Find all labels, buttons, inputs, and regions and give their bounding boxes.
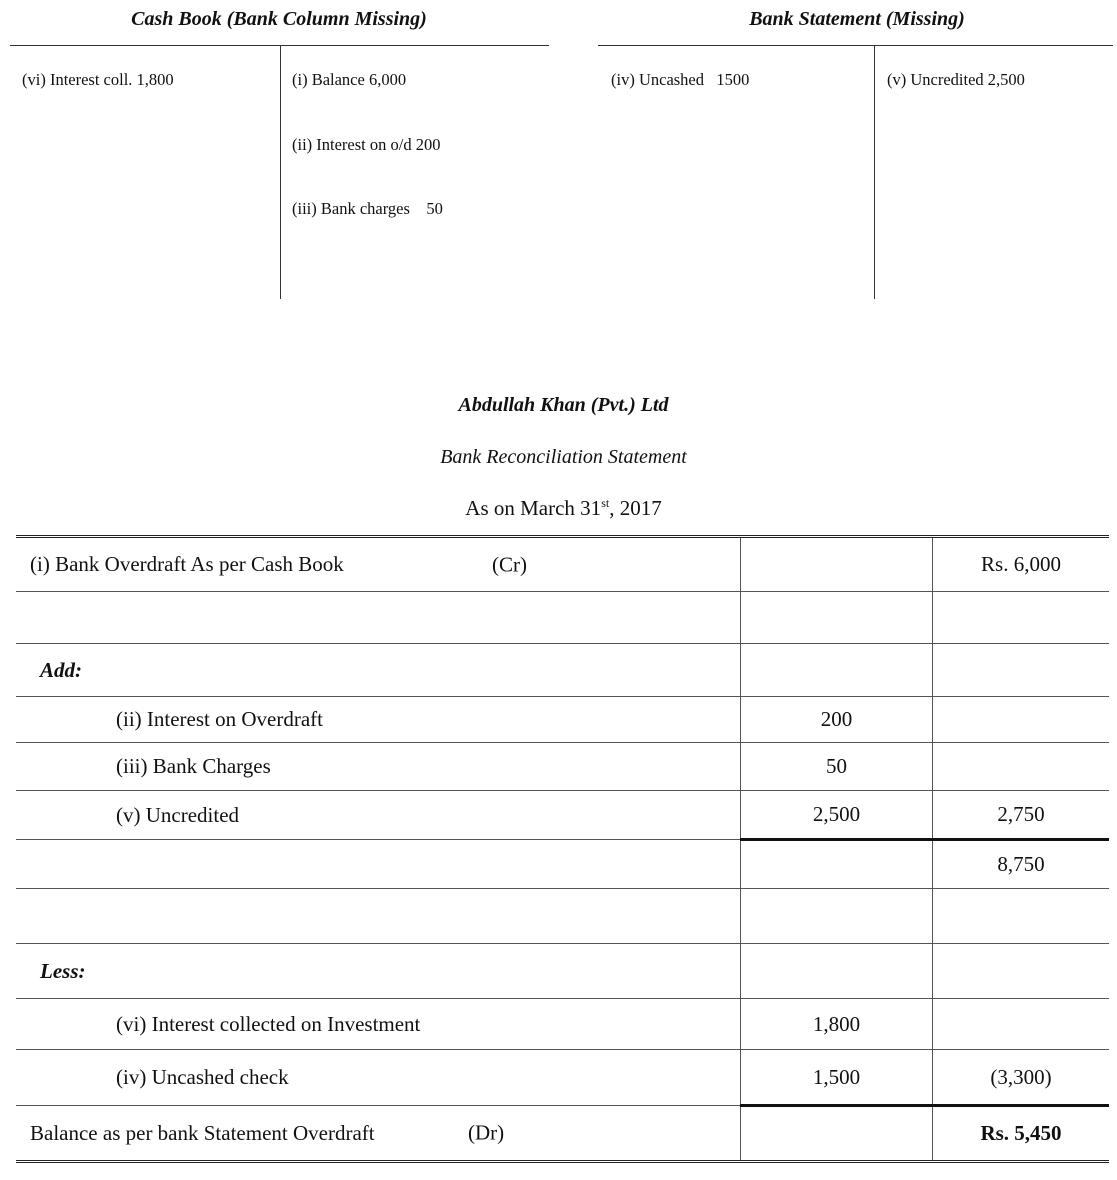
cash-book-credit-entry: (iii) Bank charges 50 xyxy=(292,199,443,218)
cash-book-credit-entry: (ii) Interest on o/d 200 xyxy=(292,135,441,154)
amount-cell xyxy=(741,537,933,592)
table-row xyxy=(16,999,1109,1050)
subtotal-cell: 8,750 xyxy=(933,840,1110,889)
dr-cr-marker: (Cr) xyxy=(492,552,527,576)
total-cell: Rs. 6,000 xyxy=(933,537,1110,592)
total-cell: 2,750 xyxy=(933,791,1110,840)
statement-name: Bank Reconciliation Statement xyxy=(440,446,687,468)
bank-statement-divider xyxy=(874,46,875,299)
amount-cell: 200 xyxy=(741,697,933,743)
amount-cell xyxy=(741,1106,933,1162)
total-cell xyxy=(933,743,1110,791)
row-label: (vi) Interest collected on Investment xyxy=(16,999,741,1050)
total-cell xyxy=(933,889,1110,944)
bank-statement-credit-entry: (v) Uncredited 2,500 xyxy=(887,70,1025,89)
cash-book-credit-entry: (i) Balance 6,000 xyxy=(292,70,407,89)
amount-cell xyxy=(741,944,933,999)
table-row xyxy=(16,592,1109,644)
cash-book-title: Cash Book (Bank Column Missing) xyxy=(131,8,427,30)
table-row xyxy=(16,1050,1109,1106)
company-name: Abdullah Khan (Pvt.) Ltd xyxy=(458,394,669,416)
amount-cell xyxy=(741,889,933,944)
total-cell xyxy=(933,944,1110,999)
total-cell xyxy=(933,697,1110,743)
row-label: (v) Uncredited xyxy=(16,791,741,840)
amount-cell: 2,500 xyxy=(741,791,933,840)
row-label: (iv) Uncashed check xyxy=(16,1050,741,1106)
bank-statement-top-line xyxy=(598,45,1113,46)
row-label: (i) Bank Overdraft As per Cash Book (Cr) xyxy=(16,537,741,592)
amount-cell: 1,500 xyxy=(741,1050,933,1106)
table-row xyxy=(16,1106,1109,1162)
row-label: Balance as per bank Statement Overdraft (Dr) xyxy=(16,1106,741,1162)
row-label: (iii) Bank Charges xyxy=(16,743,741,791)
row-label xyxy=(16,592,741,644)
total-cell: (3,300) xyxy=(933,1050,1110,1106)
amount-cell xyxy=(741,592,933,644)
table-row xyxy=(16,644,1109,697)
amount-cell: 1,800 xyxy=(741,999,933,1050)
table-row xyxy=(16,743,1109,791)
table-row xyxy=(16,944,1109,999)
row-label: (ii) Interest on Overdraft xyxy=(16,697,741,743)
reconciliation-table xyxy=(16,535,1109,1163)
bank-statement-title: Bank Statement (Missing) xyxy=(749,8,965,30)
cash-book-divider xyxy=(280,46,281,299)
amount-cell xyxy=(741,644,933,697)
statement-date: As on March 31st, 2017 xyxy=(465,496,662,520)
less-heading: Less: xyxy=(16,944,741,999)
add-heading: Add: xyxy=(16,644,741,697)
amount-cell xyxy=(741,840,933,889)
total-cell xyxy=(933,644,1110,697)
total-cell xyxy=(933,999,1110,1050)
row-label xyxy=(16,840,741,889)
total-cell xyxy=(933,592,1110,644)
table-row xyxy=(16,889,1109,944)
table-row xyxy=(16,791,1109,840)
table-row xyxy=(16,537,1109,592)
row-label xyxy=(16,889,741,944)
table-row xyxy=(16,697,1109,743)
cash-book-debit-entry: (vi) Interest coll. 1,800 xyxy=(22,70,174,89)
bank-statement-debit-entry: (iv) Uncashed 1500 xyxy=(611,70,750,89)
amount-cell: 50 xyxy=(741,743,933,791)
dr-cr-marker: (Dr) xyxy=(468,1120,505,1145)
table-row xyxy=(16,840,1109,889)
final-balance-cell: Rs. 5,450 xyxy=(933,1106,1110,1162)
